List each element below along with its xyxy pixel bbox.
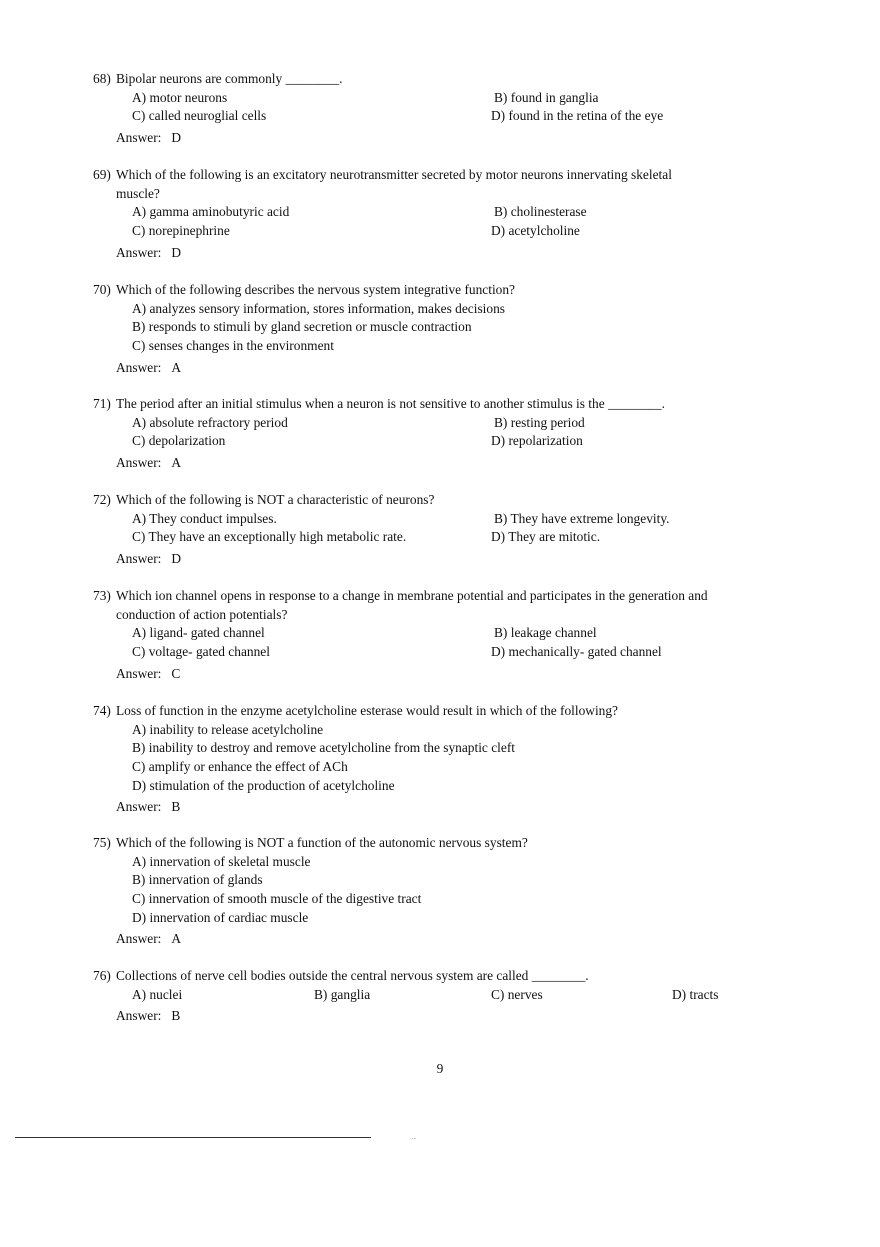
option-b: B) leakage channel <box>494 625 597 641</box>
option-d: D) tracts <box>672 986 719 1002</box>
option-c: C) nerves <box>491 986 543 1002</box>
question-text: Loss of function in the enzyme acetylcholine esterase would result in which of the following? <box>116 703 619 718</box>
option-b: B) ganglia <box>314 986 371 1002</box>
options <box>132 986 773 1005</box>
option-c: C) innervation of smooth muscle of the digestive tract <box>132 891 422 907</box>
question-72 <box>93 491 773 569</box>
option-b: B) innervation of glands <box>132 872 263 888</box>
option-a: A) nuclei <box>132 986 183 1002</box>
question-number: 72) <box>93 492 111 507</box>
options <box>132 300 773 356</box>
answer: Answer: D <box>116 244 182 260</box>
option-d: D) found in the retina of the eye <box>491 108 664 124</box>
options <box>132 89 773 126</box>
option-a: A) absolute refractory period <box>132 414 288 430</box>
question-text: Which of the following is NOT a function of the autonomic nervous system? <box>116 835 528 850</box>
question-73 <box>93 587 773 683</box>
option-d: D) stimulation of the production of acetylcholine <box>132 777 395 793</box>
option-b: B) cholinesterase <box>494 204 587 220</box>
question-number: 71) <box>93 396 111 411</box>
options <box>132 203 773 240</box>
question-stem <box>93 166 716 203</box>
question-text: Bipolar neurons are commonly ________. <box>116 71 343 86</box>
option-d: D) acetylcholine <box>491 223 580 239</box>
option-a: A) analyzes sensory information, stores information, makes decisions <box>132 300 505 316</box>
question-74 <box>93 702 773 817</box>
question-69 <box>93 166 773 262</box>
answer: Answer: C <box>116 665 181 681</box>
option-c: C) norepinephrine <box>132 223 230 239</box>
question-text: Which ion channel opens in response to a change in membrane potential and participates in the generation and conduction of action potentials? <box>116 588 708 622</box>
option-c: C) depolarization <box>132 433 226 449</box>
footer-divider <box>15 1137 371 1138</box>
question-70 <box>93 281 773 377</box>
option-c: C) senses changes in the environment <box>132 338 334 354</box>
answer: Answer: D <box>116 130 182 146</box>
question-75 <box>93 834 773 949</box>
answer: Answer: A <box>116 455 182 471</box>
option-d: D) mechanically- gated channel <box>491 644 662 660</box>
answer: Answer: A <box>116 931 182 947</box>
answer: Answer: B <box>116 799 181 815</box>
option-d: D) innervation of cardiac muscle <box>132 909 309 925</box>
question-71 <box>93 395 773 473</box>
question-number: 75) <box>93 835 111 850</box>
option-a: A) They conduct impulses. <box>132 510 277 526</box>
question-stem <box>93 395 773 414</box>
option-d: D) repolarization <box>491 433 583 449</box>
answer: Answer: A <box>116 359 182 375</box>
option-c: C) voltage- gated channel <box>132 644 270 660</box>
option-c: C) amplify or enhance the effect of ACh <box>132 759 348 775</box>
options <box>132 414 773 451</box>
options <box>132 510 773 547</box>
options <box>132 853 773 928</box>
option-c: C) They have an exceptionally high metabolic rate. <box>132 529 407 545</box>
question-stem <box>93 281 773 300</box>
question-number: 73) <box>93 588 111 603</box>
page-number: 9 <box>436 1061 444 1076</box>
answer: Answer: B <box>116 1008 181 1024</box>
question-number: 76) <box>93 968 111 983</box>
option-b: B) responds to stimuli by gland secretion or muscle contraction <box>132 319 472 335</box>
question-number: 74) <box>93 703 111 718</box>
question-stem <box>93 967 773 986</box>
question-stem <box>93 587 756 624</box>
option-a: A) motor neurons <box>132 89 228 105</box>
answer: Answer: D <box>116 551 182 567</box>
question-stem <box>93 702 773 721</box>
question-stem <box>93 491 773 510</box>
question-text: Which of the following is an excitatory neurotransmitter secreted by motor neurons innervating skeletal muscle? <box>116 167 672 201</box>
question-text: Collections of nerve cell bodies outside the central nervous system are called ________. <box>116 968 589 983</box>
option-b: B) They have extreme longevity. <box>494 510 670 526</box>
option-a: A) inability to release acetylcholine <box>132 721 324 737</box>
option-a: A) innervation of skeletal muscle <box>132 853 311 869</box>
question-68 <box>93 70 773 148</box>
options <box>132 721 773 796</box>
question-number: 68) <box>93 71 111 86</box>
question-stem <box>93 70 773 89</box>
option-b: B) inability to destroy and remove acetylcholine from the synaptic cleft <box>132 740 515 756</box>
question-stem <box>93 834 773 853</box>
option-c: C) called neuroglial cells <box>132 108 267 124</box>
question-text: The period after an initial stimulus when a neuron is not sensitive to another stimulus is the ________. <box>116 396 665 411</box>
question-number: 69) <box>93 167 111 182</box>
question-text: Which of the following is NOT a characteristic of neurons? <box>116 492 435 507</box>
option-a: A) gamma aminobutyric acid <box>132 204 290 220</box>
question-76 <box>93 967 773 1026</box>
question-number: 70) <box>93 282 111 297</box>
question-text: Which of the following describes the nervous system integrative function? <box>116 282 516 297</box>
footer-mark: ... <box>412 1135 417 1141</box>
option-b: B) resting period <box>494 414 585 430</box>
option-d: D) They are mitotic. <box>491 529 601 545</box>
options <box>132 624 773 661</box>
option-a: A) ligand- gated channel <box>132 625 265 641</box>
option-b: B) found in ganglia <box>494 89 599 105</box>
